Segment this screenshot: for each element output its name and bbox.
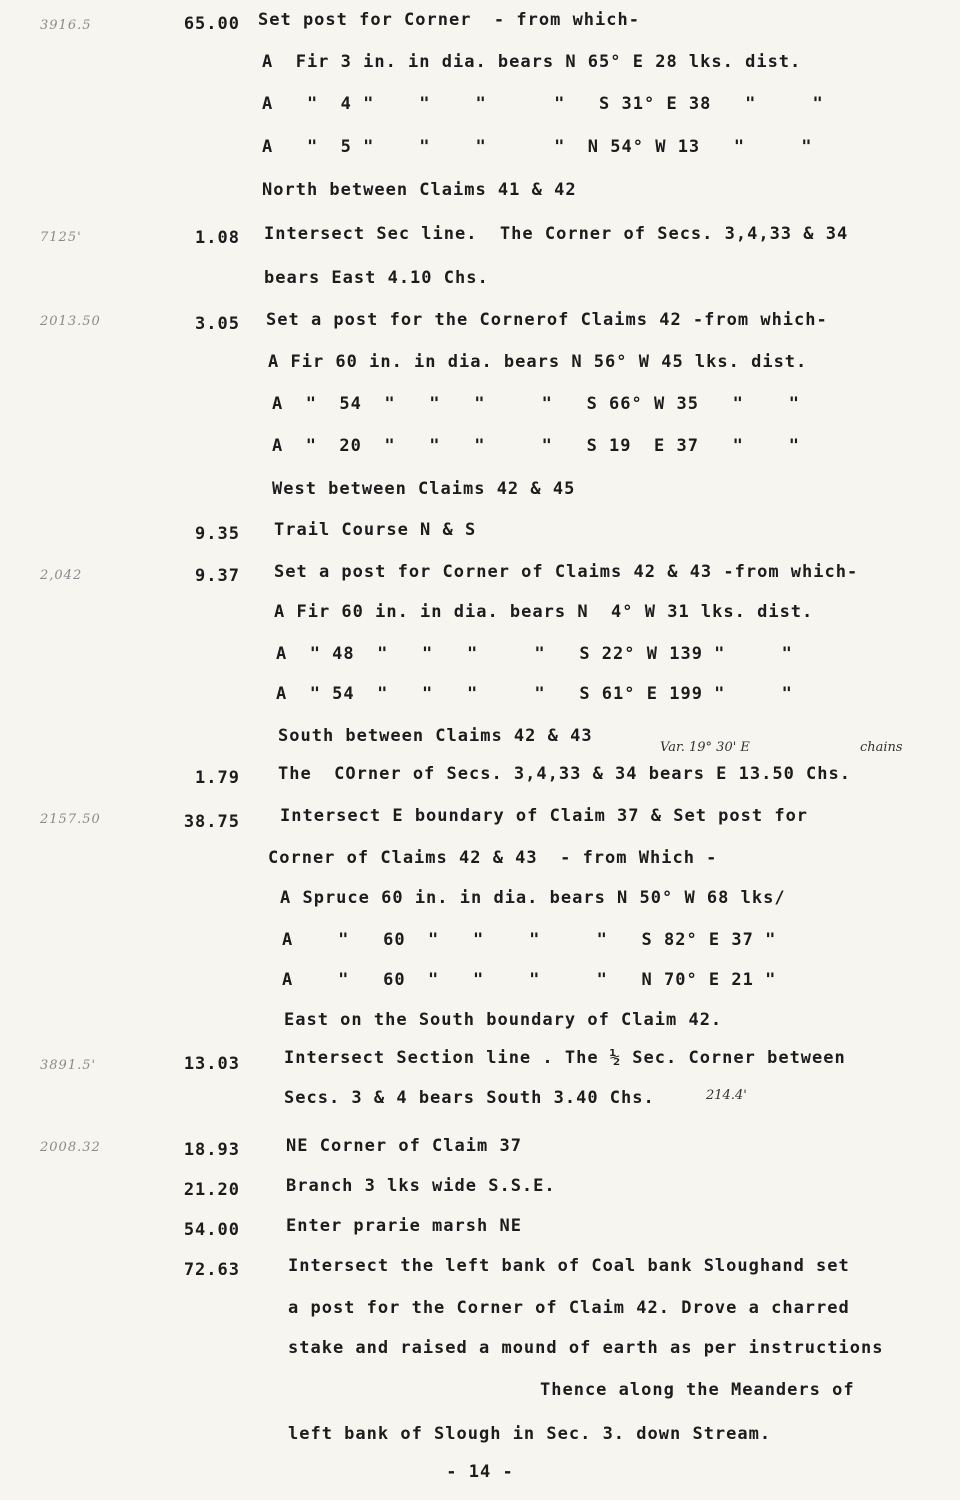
note-line: A " 54 " " " " S 61° E 199 " ": [276, 684, 793, 704]
note-line: Trail Course N & S: [274, 520, 477, 540]
note-line: A Fir 60 in. in dia. bears N 4° W 31 lks. dist.: [274, 602, 814, 622]
note-line: Branch 3 lks wide S.S.E.: [286, 1176, 556, 1196]
note-line: A " 60 " " " " S 82° E 37 ": [282, 930, 777, 950]
note-line: A Fir 60 in. in dia. bears N 56° W 45 lks. dist.: [268, 352, 808, 372]
note-line: A " 60 " " " " N 70° E 21 ": [282, 970, 777, 990]
distance-value: 21.20: [183, 1180, 240, 1200]
margin-note: 7125': [40, 230, 82, 245]
page-number: - 14 -: [446, 1462, 514, 1482]
distance-value: 3.05: [195, 314, 240, 334]
margin-note: 2008.32: [40, 1140, 101, 1155]
note-line: a post for the Corner of Claim 42. Drove a charred: [288, 1298, 850, 1318]
note-line: A " 48 " " " " S 22° W 139 " ": [276, 644, 793, 664]
handwritten-feet: 214.4': [706, 1088, 747, 1103]
note-line: Intersect E boundary of Claim 37 & Set post for: [280, 806, 809, 826]
distance-value: 1.08: [195, 228, 240, 248]
distance-value: 65.00: [183, 14, 240, 34]
margin-note: 2,042: [40, 568, 83, 583]
note-line: North between Claims 41 & 42: [262, 180, 577, 200]
handwritten-variation: Var. 19° 30' E: [660, 740, 750, 755]
note-line: South between Claims 42 & 43: [278, 726, 593, 746]
note-line: Enter prarie marsh NE: [286, 1216, 522, 1236]
note-line: Set a post for Corner of Claims 42 & 43 -from which-: [274, 562, 859, 582]
distance-value: 38.75: [183, 812, 240, 832]
margin-note: 2157.50: [40, 812, 101, 827]
distance-value: 13.03: [183, 1054, 240, 1074]
distance-value: 54.00: [183, 1220, 240, 1240]
margin-note: 3916.5: [40, 18, 92, 33]
note-line: A Spruce 60 in. in dia. bears N 50° W 68 lks/: [280, 888, 786, 908]
note-line: A " 20 " " " " S 19 E 37 " ": [272, 436, 801, 456]
note-line: Intersect the left bank of Coal bank Sloughand set: [288, 1256, 850, 1276]
handwritten-chains: chains: [860, 740, 903, 755]
note-line: stake and raised a mound of earth as per instructions: [288, 1338, 884, 1358]
note-line: Set post for Corner - from which-: [258, 10, 640, 30]
note-line: NE Corner of Claim 37: [286, 1136, 522, 1156]
note-line: A " 4 " " " " S 31° E 38 " ": [262, 94, 824, 114]
distance-value: 72.63: [183, 1260, 240, 1280]
note-line: A " 5 " " " " N 54° W 13 " ": [262, 137, 813, 157]
note-line: bears East 4.10 Chs.: [264, 268, 489, 288]
distance-value: 9.37: [195, 566, 240, 586]
distance-value: 18.93: [183, 1140, 240, 1160]
note-line: A " 54 " " " " S 66° W 35 " ": [272, 394, 801, 414]
note-line: The COrner of Secs. 3,4,33 & 34 bears E 13.50 Chs.: [278, 764, 851, 784]
note-line: Secs. 3 & 4 bears South 3.40 Chs.: [284, 1088, 655, 1108]
note-line: Set a post for the Cornerof Claims 42 -from which-: [266, 310, 828, 330]
margin-note: 3891.5': [40, 1058, 97, 1073]
note-line: Corner of Claims 42 & 43 - from Which -: [268, 848, 718, 868]
note-line: Intersect Sec line. The Corner of Secs. 3,4,33 & 34: [264, 224, 849, 244]
distance-value: 1.79: [195, 768, 240, 788]
note-line: East on the South boundary of Claim 42.: [284, 1010, 723, 1030]
note-line: Thence along the Meanders of: [540, 1380, 855, 1400]
note-line: Intersect Section line . The ½ Sec. Corner between: [284, 1048, 846, 1068]
note-line: West between Claims 42 & 45: [272, 479, 576, 499]
distance-value: 9.35: [195, 524, 240, 544]
note-line: A Fir 3 in. in dia. bears N 65° E 28 lks. dist.: [262, 52, 802, 72]
note-line: left bank of Slough in Sec. 3. down Stream.: [288, 1424, 772, 1444]
margin-note: 2013.50: [40, 314, 101, 329]
